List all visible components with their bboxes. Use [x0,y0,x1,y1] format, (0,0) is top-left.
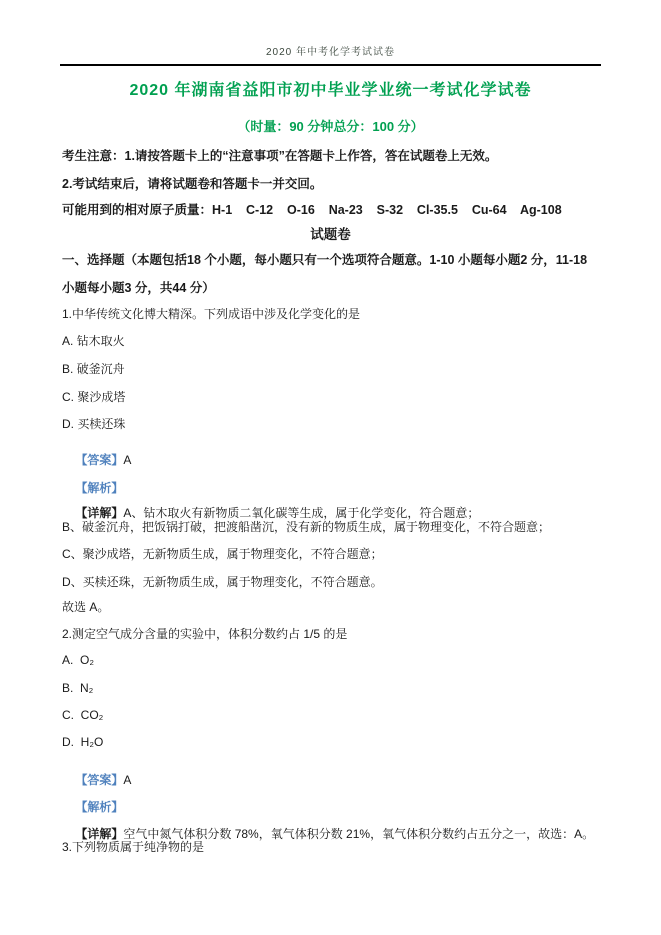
question-1-conclusion: 故选 A。 [62,600,110,614]
notice-line-2: 2.考试结束后，请将试题卷和答题卡一并交回。 [62,177,323,191]
question-2-option-c: C. CO₂ [62,708,104,722]
detail-label: 【详解】 [75,827,124,841]
question-1-option-d: D. 买椟还珠 [62,417,126,431]
question-1-option-b: B. 破釜沉舟 [62,362,125,376]
question-1-option-a: A. 钻木取火 [62,334,125,348]
document-title: 2020 年湖南省益阳市初中毕业学业统一考试化学试卷 [129,82,532,99]
detail-text: A、钻木取火有新物质二氧化碳等生成，属于化学变化，符合题意； [123,506,480,520]
question-1-detail-c: C、聚沙成塔，无新物质生成，属于物理变化，不符合题意； [62,547,383,561]
question-2-option-a: A. O₂ [62,653,94,667]
analysis-label: 【解析】 [75,481,124,495]
section-heading-line-2: 小题每小题3 分，共44 分） [62,281,215,295]
question-1-detail-b: B、破釜沉舟，把饭锅打破，把渡船凿沉，没有新的物质生成，属于物理变化，不符合题意； [62,520,551,534]
question-1-stem: 1.中华传统文化博大精深。下列成语中涉及化学变化的是 [62,307,361,321]
answer-label: 【答案】 [75,773,124,787]
atomic-masses-line: 可能用到的相对原子质量：H-1 C-12 O-16 Na-23 S-32 Cl-35.5 Cu-64 Ag-108 [62,203,562,217]
running-header: 2020 年中考化学考试试卷 [265,47,396,58]
answer-label: 【答案】 [75,453,124,467]
detail-label: 【详解】 [75,506,124,520]
document-subtitle: （时量：90 分钟总分：100 分） [237,119,424,134]
question-2-option-b: B. N₂ [62,681,94,695]
section-heading-line-1: 一、选择题（本题包括18 个小题，每小题只有一个选项符合题意。1-10 小题每小题2 分，11-18 [62,253,588,267]
paper-label: 试题卷 [310,227,351,242]
question-3-stem: 3.下列物质属于纯净物的是 [62,840,205,854]
header-divider [60,64,601,66]
notice-line-1: 考生注意：1.请按答题卡上的“注意事项”在答题卡上作答，答在试题卷上无效。 [62,149,498,163]
answer-value: A [123,453,132,467]
question-1-option-c: C. 聚沙成塔 [62,390,126,404]
detail-text: 空气中氮气体积分数 78%，氧气体积分数 21%，氧气体积分数约占五分之一，故选：A。 [123,827,595,841]
question-1-detail-d: D、买椟还珠，无新物质生成，属于物理变化，不符合题意。 [62,575,383,589]
question-2-stem: 2.测定空气成分含量的实验中，体积分数约占 1/5 的是 [62,627,348,641]
question-2-option-d: D. H₂O [62,735,104,749]
analysis-label: 【解析】 [75,800,124,814]
answer-value: A [123,773,132,787]
